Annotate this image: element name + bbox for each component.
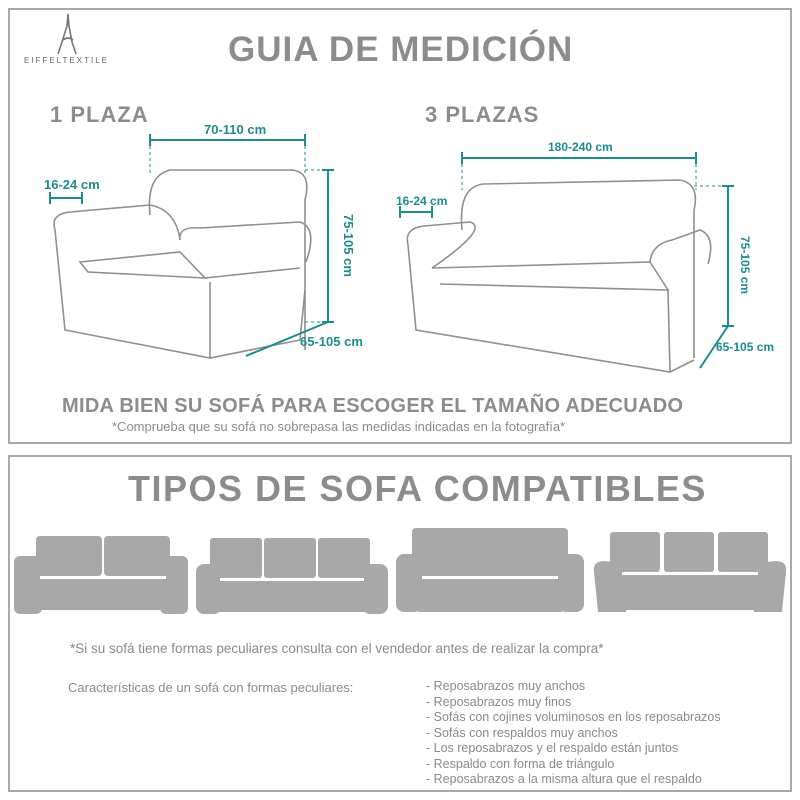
list-item: - Sofás con respaldos muy anchos: [426, 725, 618, 740]
list-item: - Sofás con cojines voluminosos en los reposabrazos: [426, 710, 721, 724]
features-list: [426, 679, 721, 788]
list-item: - Reposabrazos muy finos: [426, 694, 572, 709]
sofa-type-2-icon: [196, 536, 388, 616]
one-seat-height-label: 75-105 cm: [341, 214, 356, 277]
list-item: - Reposabrazos a la misma altura que el respaldo: [426, 772, 702, 786]
three-seat-arm-label: 16-24 cm: [396, 194, 448, 208]
three-seat-label: 3 PLAZAS: [425, 102, 540, 127]
three-seat-depth-label: 65-105 cm: [716, 340, 775, 354]
measure-headline: MIDA BIEN SU SOFÁ PARA ESCOGER EL TAMAÑO ADECUADO: [62, 395, 684, 417]
compatible-note: *Si su sofá tiene formas peculiares consulta con el vendedor antes de realizar la compra*: [70, 641, 604, 656]
sofa-type-1-icon: [14, 532, 189, 614]
brand-logo-text: EIFFELTEXTILE: [24, 56, 109, 65]
compatible-title: TIPOS DE SOFA COMPATIBLES: [128, 468, 707, 509]
list-item: - Reposabrazos muy anchos: [426, 679, 586, 693]
sofa-type-3-icon: [396, 528, 584, 614]
three-seat-width-label: 180-240 cm: [548, 140, 613, 154]
one-seat-label: 1 PLAZA: [50, 102, 149, 127]
guide-title: GUIA DE MEDICIÓN: [228, 30, 574, 69]
measure-subnote: *Comprueba que su sofá no sobrepasa las medidas indicadas en la fotografía*: [112, 419, 566, 434]
sofa-type-4-icon: [592, 532, 788, 614]
one-seat-arm-label: 16-24 cm: [44, 177, 100, 192]
features-label: Características de un sofá con formas peculiares:: [68, 680, 354, 695]
three-seat-height-label: 75-105 cm: [738, 236, 752, 295]
list-item: - Los reposabrazos y el respaldo están juntos: [426, 741, 679, 755]
one-seat-width-label: 70-110 cm: [204, 122, 267, 137]
one-seat-depth-label: 65-105 cm: [300, 334, 363, 349]
list-item: - Respaldo con forma de triángulo: [426, 756, 615, 771]
